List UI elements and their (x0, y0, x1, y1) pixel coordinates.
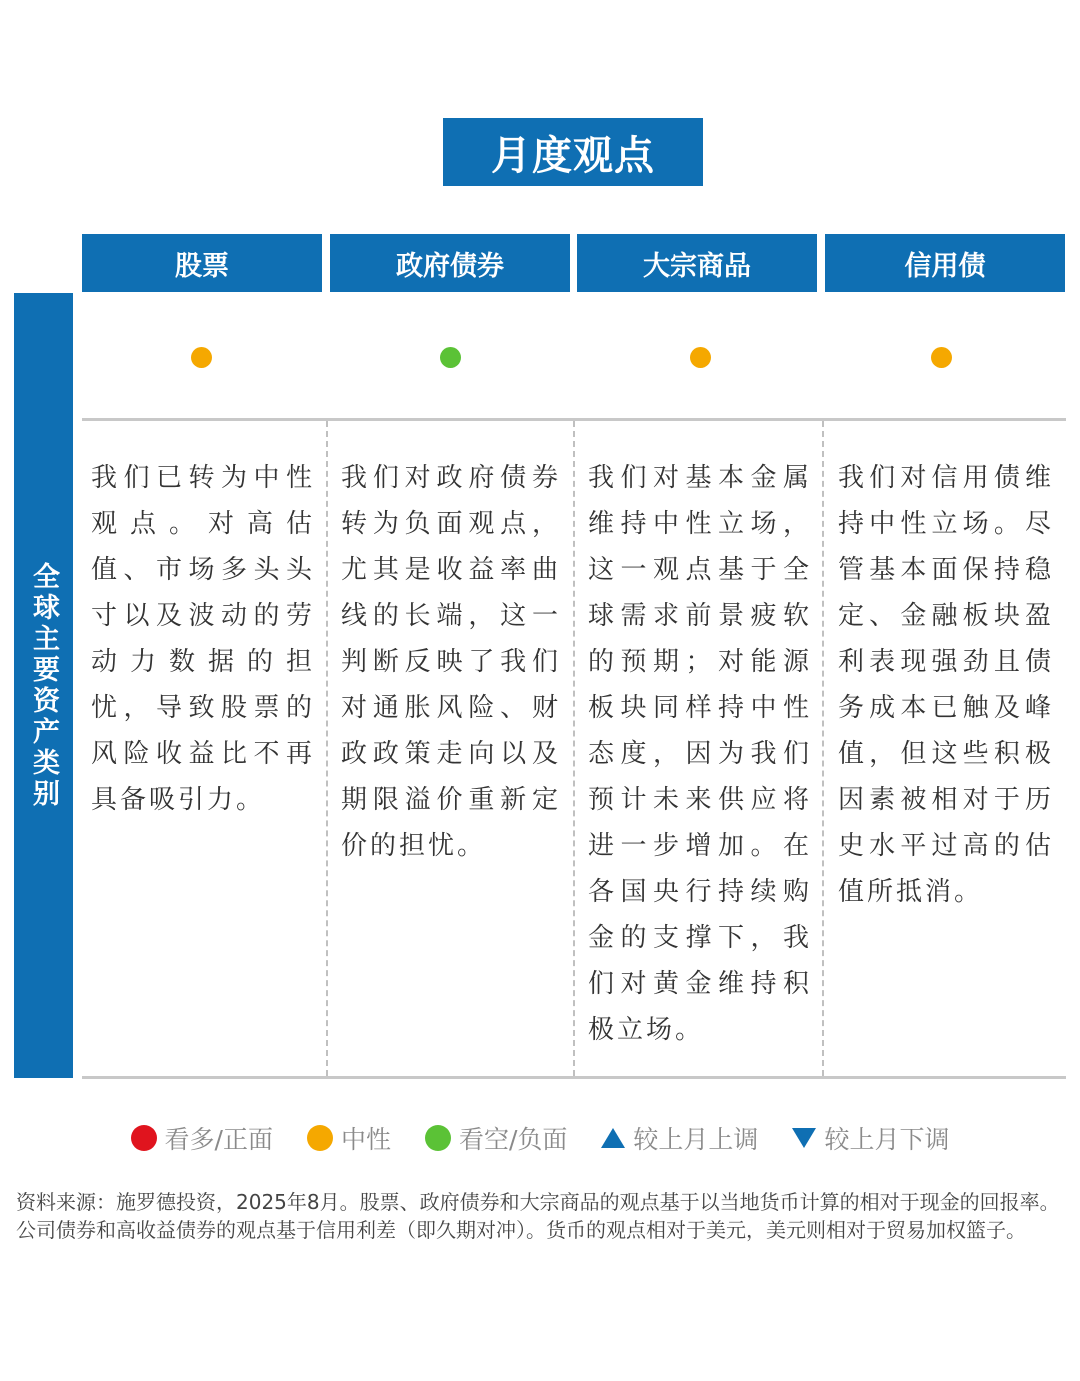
column-header-equities: 股票 (82, 234, 322, 292)
view-text-credit: 我们对信用债维持中性立场。尽管基本面保持稳定、金融板块盈利表现强劲且债务成本已触及峰值，但这些积极因素被相对于历史水平过高的估值所抵消。 (838, 463, 1054, 907)
legend-item-upgrade (601, 1120, 758, 1156)
legend-label: 较上月下调 (824, 1125, 950, 1154)
triangle-down-icon (792, 1128, 816, 1148)
column-separator (822, 421, 824, 1076)
legend-item-bullish (131, 1120, 273, 1156)
view-text-government-bonds: 我们对政府债券转为负面观点，尤其是收益率曲线的长端，这一判断反映了我们对通胀风险、财政政策走向以及期限溢价重新定价的担忧。 (341, 463, 561, 861)
row-label-global-asset-classes (14, 293, 73, 1078)
green-dot-icon (425, 1125, 451, 1151)
triangle-up-icon (601, 1128, 625, 1148)
legend-label: 较上月上调 (633, 1125, 759, 1154)
legend-label: 看空/负面 (458, 1125, 568, 1154)
column-header-credit: 信用债 (825, 234, 1065, 292)
legend-item-neutral (307, 1120, 391, 1156)
legend-item-bearish (425, 1120, 567, 1156)
orange-dot-icon (307, 1125, 333, 1151)
column-header-commodities: 大宗商品 (577, 234, 817, 292)
legend-item-downgrade (792, 1120, 949, 1156)
rating-dot-commodities (690, 347, 711, 368)
view-text-equities: 我们已转为中性观点。对高估值、市场多头头寸以及波动的劳动力数据的担忧，导致股票的风险收益比不再具备吸引力。 (91, 463, 315, 815)
column-header-government-bonds: 政府债券 (330, 234, 570, 292)
column-separator (326, 421, 328, 1076)
row-label-text: 全球主要资产类别 (28, 561, 59, 810)
rating-dot-government-bonds (440, 347, 461, 368)
page-title: 月度观点 (443, 118, 703, 186)
legend (0, 1118, 1080, 1158)
table-divider-bottom (82, 1076, 1066, 1079)
rating-dot-credit (931, 347, 952, 368)
legend-label: 中性 (340, 1125, 391, 1154)
view-text-commodities: 我们对基本金属维持中性立场，这一观点基于全球需求前景疲软的预期；对能源板块同样持中性态度，因为我们预计未来供应将进一步增加。在各国央行持续购金的支撑下，我们对黄金维持积极立场。 (588, 463, 812, 1045)
rating-dot-equities (191, 347, 212, 368)
column-separator (573, 421, 575, 1076)
red-dot-icon (131, 1125, 157, 1151)
legend-label: 看多/正面 (164, 1125, 273, 1154)
source-footnote: 资料来源：施罗德投资，2025年8月。股票、政府债券和大宗商品的观点基于以当地货币计算的相对于现金的回报率。公司债券和高收益债券的观点基于信用利差（即久期对冲）。货币的观点相对于美元，美元则相对于贸易加权篮子。 (16, 1190, 1060, 1242)
